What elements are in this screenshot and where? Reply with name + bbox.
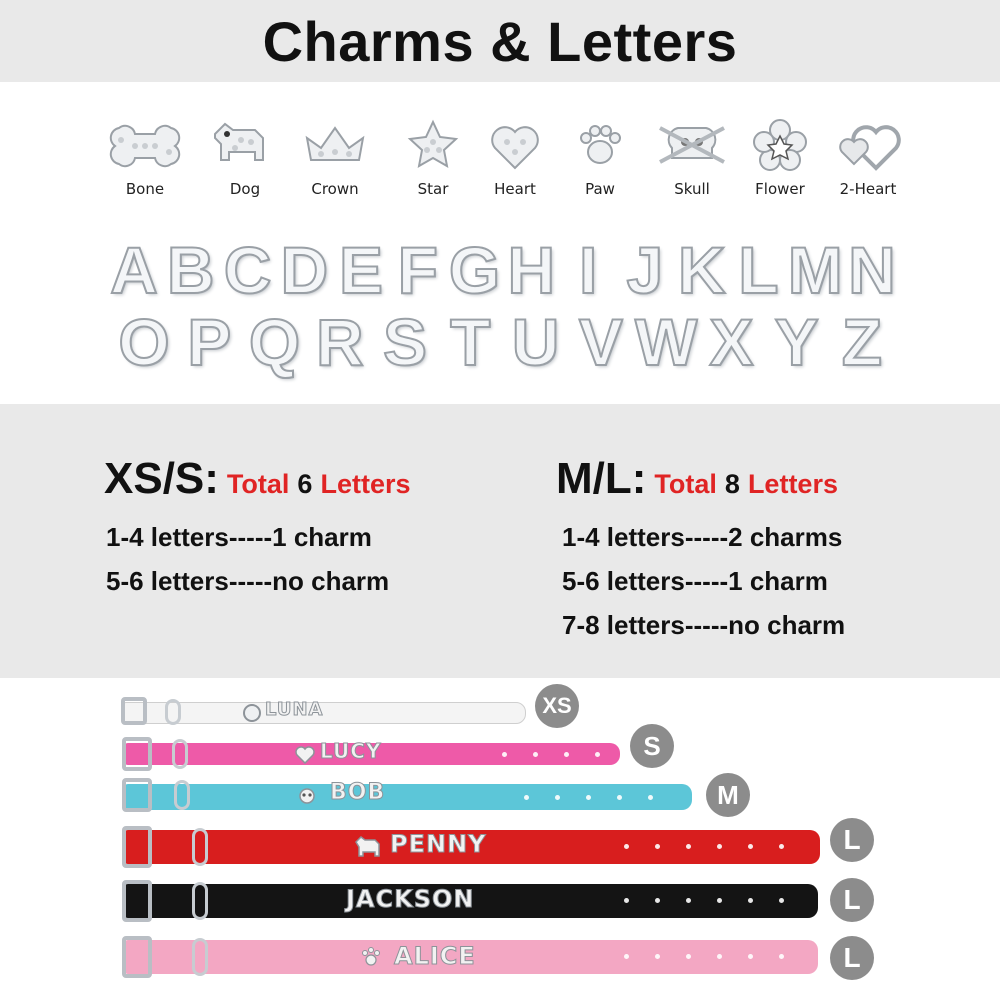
charm-heart (470, 118, 560, 198)
collar-name: BOB (330, 780, 386, 805)
collar-name: PENNY (390, 830, 487, 858)
charm-label: Skull (674, 180, 710, 198)
m-l-heading (556, 454, 838, 504)
letter-charm: F (397, 233, 438, 307)
letter-charm: Y (774, 305, 819, 379)
letter-charm: D (280, 233, 329, 307)
letter-charm: N (848, 233, 896, 307)
buckle-icon (121, 697, 147, 725)
charm-label: Bone (125, 180, 165, 198)
buckle-icon (122, 737, 152, 771)
collar-holes (624, 954, 784, 960)
letter-charm: H (507, 233, 556, 307)
letter-charm: Z (841, 305, 883, 379)
size-badge: L (830, 878, 874, 922)
letter-charm: C (223, 233, 272, 307)
charm-bone (100, 118, 190, 198)
collar-holes (624, 844, 784, 850)
paw-icon (560, 118, 640, 174)
letter-charm: A (110, 233, 158, 307)
collar-l-black (124, 884, 818, 918)
collar-l-pink (124, 940, 818, 974)
flower-icon (740, 118, 820, 174)
star-icon (393, 118, 473, 174)
keeper-loop (192, 828, 208, 866)
xs-s-heading (104, 454, 410, 504)
letter-charm: E (339, 233, 384, 307)
charm-label: Paw (585, 180, 615, 198)
m-l-rule: 5-6 letters-----1 charm (562, 566, 828, 596)
letters-word: Letters (747, 469, 838, 499)
collar-holes (502, 752, 600, 758)
collar-holes (524, 795, 653, 801)
letter-count: 6 (297, 469, 313, 499)
xs-s-rule: 5-6 letters-----no charm (106, 566, 390, 596)
alphabet-row-2 (118, 305, 888, 380)
letters-word: Letters (320, 469, 411, 499)
letter-charm: K (677, 233, 726, 307)
size-badge: L (830, 818, 874, 862)
letter-charm: U (511, 305, 560, 379)
size-badge: S (630, 724, 674, 768)
m-l-rule: 1-4 letters-----2 charms (562, 522, 843, 552)
total-word: Total (226, 469, 290, 499)
paw-icon (360, 946, 382, 968)
charm-crown (290, 118, 380, 198)
keeper-loop (192, 882, 208, 920)
letter-charm: M (787, 233, 843, 307)
m-l-rule: 7-8 letters-----no charm (562, 610, 846, 640)
collar-xs (122, 699, 526, 724)
charm-label: Dog (229, 180, 261, 198)
page-title: Charms & Letters (262, 9, 738, 73)
keeper-loop (192, 938, 208, 976)
size-info-band (0, 404, 1000, 678)
charms-row (100, 118, 910, 218)
size-badge: M (706, 773, 750, 817)
keeper-loop (165, 699, 181, 725)
letter-charm: V (578, 305, 623, 379)
skull-icon (296, 786, 318, 808)
letter-charm: W (634, 305, 698, 379)
xs-s-rule: 1-4 letters-----1 charm (106, 522, 372, 552)
collar-m (124, 780, 692, 810)
collar-name: JACKSON (346, 885, 475, 913)
letter-charm: T (450, 305, 491, 379)
charm-label: Star (417, 180, 449, 198)
keeper-loop (172, 739, 188, 769)
collar-name: ALICE (394, 942, 476, 970)
size-code: XS/S: (104, 454, 219, 503)
charm-flower (735, 118, 825, 198)
letter-charm: G (448, 233, 501, 307)
charm-skull (647, 118, 737, 198)
title-band (0, 0, 1000, 82)
dog-icon (205, 118, 285, 174)
collar-holes (624, 898, 784, 904)
total-word: Total (654, 469, 717, 499)
collar-name: LUNA (265, 699, 324, 720)
buckle-icon (122, 936, 152, 978)
keeper-loop (174, 780, 190, 810)
collar-l-red (124, 830, 820, 864)
collar-name: LUCY (320, 739, 382, 763)
charm-label: Flower (755, 180, 805, 198)
charm-star (388, 118, 478, 198)
letter-charm: J (626, 233, 664, 307)
charm-label: 2-Heart (839, 180, 897, 198)
charm-label: Crown (311, 180, 359, 198)
alphabet-row-1 (108, 233, 898, 308)
charm-label: Heart (494, 180, 536, 198)
size-code: M/L: (556, 454, 647, 503)
charm-paw (555, 118, 645, 198)
flower-icon (241, 702, 263, 724)
letter-charm: X (709, 305, 754, 379)
dog-icon (354, 834, 382, 860)
charm-2-heart (823, 118, 913, 198)
heart-icon (294, 743, 316, 765)
crown-icon (295, 118, 375, 174)
charm-dog (200, 118, 290, 198)
bone-icon (105, 118, 185, 174)
size-badge: L (830, 936, 874, 980)
letter-charm: R (315, 305, 364, 379)
heart-icon (475, 118, 555, 174)
letter-charm: L (738, 233, 779, 307)
skull-icon (652, 118, 732, 174)
double-heart-icon (828, 118, 908, 174)
size-badge: XS (535, 684, 579, 728)
buckle-icon (122, 880, 152, 922)
letter-charm: O (118, 305, 170, 379)
buckle-icon (122, 778, 152, 812)
letter-charm: Q (248, 305, 301, 379)
letter-charm: S (383, 305, 428, 379)
buckle-icon (122, 826, 152, 868)
collar-s (124, 739, 620, 765)
letter-charm: I (578, 233, 598, 307)
letter-charm: B (166, 233, 215, 307)
letter-count: 8 (724, 469, 740, 499)
letter-charm: P (187, 305, 232, 379)
